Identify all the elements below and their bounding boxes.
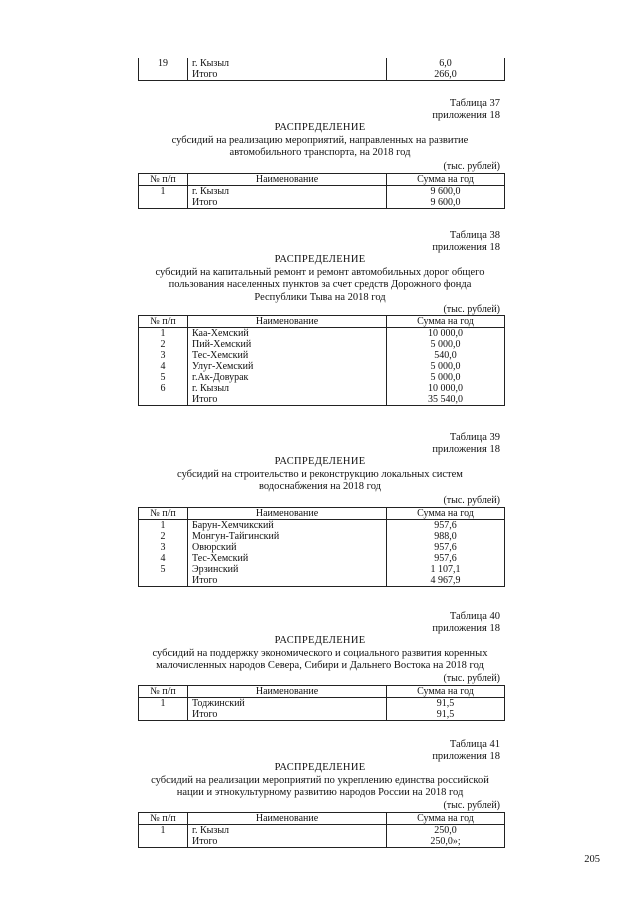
cell-name: г. Кызыл xyxy=(188,383,387,394)
cell-name: г. Кызыл xyxy=(188,825,387,837)
units-label: (тыс. рублей) xyxy=(443,161,500,172)
table-40 xyxy=(138,685,505,721)
cell-name: Каа-Хемский xyxy=(188,328,387,340)
text-line: приложения 18 xyxy=(432,242,500,253)
cell-name: Тоджинский xyxy=(188,698,387,710)
cell-sum: 540,0 xyxy=(387,350,505,361)
cell-number: 4 xyxy=(139,553,188,564)
table-row xyxy=(139,394,505,406)
cell-number xyxy=(139,69,188,81)
table-row xyxy=(139,186,505,198)
table-37-title xyxy=(130,122,510,160)
cell-sum: 9 600,0 xyxy=(387,197,505,209)
table-40-label xyxy=(432,611,500,635)
table-41 xyxy=(138,812,505,848)
text-line: Таблица 41 xyxy=(449,739,500,750)
text-line: субсидий на реализацию мероприятий, направленных на развитие xyxy=(171,134,469,146)
text-line: водоснабжения на 2018 год xyxy=(258,481,382,492)
cell-sum: 957,6 xyxy=(387,542,505,553)
cell-sum: 988,0 xyxy=(387,531,505,542)
table-row xyxy=(139,372,505,383)
cell-sum: 957,6 xyxy=(387,520,505,532)
page-number: 205 xyxy=(584,854,600,865)
text-line: РАСПРЕДЕЛЕНИЕ xyxy=(274,122,366,133)
table-row xyxy=(139,709,505,721)
text-line: Республики Тыва на 2018 год xyxy=(254,291,386,303)
cell-sum: Сумма на год xyxy=(387,316,505,328)
table-39 xyxy=(138,507,505,587)
text-line: Таблица 37 xyxy=(449,98,500,109)
cell-sum: 9 600,0 xyxy=(387,186,505,198)
cell-number: 1 xyxy=(139,328,188,340)
units-label: (тыс. рублей) xyxy=(443,304,500,315)
cell-number: 3 xyxy=(139,542,188,553)
text-line: приложения 18 xyxy=(432,751,500,762)
table-39-title xyxy=(130,456,510,494)
cell-sum: 266,0 xyxy=(387,69,505,81)
cell-name: Тес-Хемский xyxy=(188,553,387,564)
cell-number: № п/п xyxy=(139,316,188,328)
text-line: РАСПРЕДЕЛЕНИЕ xyxy=(274,635,366,646)
cell-number: 2 xyxy=(139,531,188,542)
text-line: субсидий на поддержку экономического и социального развития коренных xyxy=(152,647,488,659)
table-40-title xyxy=(130,635,510,673)
cell-sum: 5 000,0 xyxy=(387,339,505,350)
cell-number xyxy=(139,197,188,209)
text-line: РАСПРЕДЕЛЕНИЕ xyxy=(274,254,366,265)
cell-number xyxy=(139,575,188,587)
text-line: автомобильного транспорта, на 2018 год xyxy=(229,147,411,158)
cell-name: Наименование xyxy=(188,316,387,328)
text-line: субсидий на капитальный ремонт и ремонт автомобильных дорог общего xyxy=(155,266,485,278)
table-row xyxy=(139,698,505,710)
table-header-row xyxy=(139,508,505,520)
table-header-row xyxy=(139,813,505,825)
units-label: (тыс. рублей) xyxy=(443,673,500,684)
cell-name: Итого xyxy=(188,69,387,81)
text-line: РАСПРЕДЕЛЕНИЕ xyxy=(274,762,366,773)
cell-number: 1 xyxy=(139,825,188,837)
table-row xyxy=(139,520,505,532)
cell-number xyxy=(139,709,188,721)
cell-sum: 35 540,0 xyxy=(387,394,505,406)
table-row xyxy=(139,825,505,837)
table-row xyxy=(139,553,505,564)
table-37-label xyxy=(432,98,500,122)
table-row xyxy=(139,383,505,394)
cell-name: Эрзинский xyxy=(188,564,387,575)
cell-sum: Сумма на год xyxy=(387,813,505,825)
cell-name: г. Кызыл xyxy=(188,186,387,198)
table-row xyxy=(139,575,505,587)
table-37 xyxy=(138,173,505,209)
table-header-row xyxy=(139,316,505,328)
cell-name: Наименование xyxy=(188,813,387,825)
text-line: субсидий на строительство и реконструкцию локальных систем xyxy=(177,468,463,480)
text-line: Таблица 39 xyxy=(449,432,500,443)
table-row xyxy=(139,542,505,553)
cell-name: Наименование xyxy=(188,686,387,698)
table-row xyxy=(139,836,505,848)
cell-name: Тес-Хемский xyxy=(188,350,387,361)
text-line: пользования населенных пунктов за счет средств Дорожного фонда xyxy=(168,279,472,290)
cell-sum: Сумма на год xyxy=(387,174,505,186)
table-row xyxy=(139,339,505,350)
cell-sum: Сумма на год xyxy=(387,686,505,698)
table-38-label xyxy=(432,230,500,254)
cell-number: 1 xyxy=(139,186,188,198)
cell-name: Монгун-Тайгинский xyxy=(188,531,387,542)
cell-name: Овюрский xyxy=(188,542,387,553)
cell-sum: 10 000,0 xyxy=(387,383,505,394)
cell-number: 1 xyxy=(139,698,188,710)
table-41-title xyxy=(130,762,510,800)
cell-number xyxy=(139,394,188,406)
cell-sum: 957,6 xyxy=(387,553,505,564)
cell-name: г.Ак-Довурак xyxy=(188,372,387,383)
cell-sum: 6,0 xyxy=(387,58,505,69)
text-line: приложения 18 xyxy=(432,623,500,634)
cell-name: Наименование xyxy=(188,174,387,186)
cell-name: г. Кызыл xyxy=(188,58,387,69)
table-row xyxy=(139,361,505,372)
cell-number: № п/п xyxy=(139,813,188,825)
table-row xyxy=(139,564,505,575)
cell-sum: 4 967,9 xyxy=(387,575,505,587)
cell-sum: 250,0 xyxy=(387,825,505,837)
cell-sum: Сумма на год xyxy=(387,508,505,520)
cell-name: Пий-Хемский xyxy=(188,339,387,350)
cell-number: № п/п xyxy=(139,508,188,520)
table-38-title xyxy=(130,254,510,304)
table-row xyxy=(139,58,505,69)
cell-number: 5 xyxy=(139,372,188,383)
table-row xyxy=(139,531,505,542)
cell-number: 19 xyxy=(139,58,188,69)
cell-name: Улуг-Хемский xyxy=(188,361,387,372)
units-label: (тыс. рублей) xyxy=(443,495,500,506)
table-header-row xyxy=(139,686,505,698)
units-label: (тыс. рублей) xyxy=(443,800,500,811)
text-line: субсидий на реализации мероприятий по укреплению единства российской xyxy=(151,774,489,786)
cell-number: 5 xyxy=(139,564,188,575)
cell-name: Итого xyxy=(188,709,387,721)
cell-name: Итого xyxy=(188,575,387,587)
cell-number: 4 xyxy=(139,361,188,372)
text-line: приложения 18 xyxy=(432,444,500,455)
table-39-label xyxy=(432,432,500,456)
cell-sum: 91,5 xyxy=(387,709,505,721)
cell-number: № п/п xyxy=(139,174,188,186)
cell-name: Барун-Хемчикский xyxy=(188,520,387,532)
cell-name: Наименование xyxy=(188,508,387,520)
cell-sum: 250,0»; xyxy=(387,836,505,848)
cell-number: 3 xyxy=(139,350,188,361)
cell-sum: 1 107,1 xyxy=(387,564,505,575)
cell-name: Итого xyxy=(188,394,387,406)
text-line: Таблица 40 xyxy=(449,611,500,622)
cell-number: 2 xyxy=(139,339,188,350)
cell-sum: 91,5 xyxy=(387,698,505,710)
cell-sum: 5 000,0 xyxy=(387,361,505,372)
text-line: малочисленных народов Севера, Сибири и Дальнего Востока на 2018 год xyxy=(156,660,484,671)
table-41-label xyxy=(432,739,500,763)
table-36-fragment xyxy=(138,58,505,81)
cell-sum: 10 000,0 xyxy=(387,328,505,340)
cell-number: 6 xyxy=(139,383,188,394)
table-38 xyxy=(138,315,505,406)
text-line: нации и этнокультурному развитию народов России на 2018 год xyxy=(176,787,464,798)
cell-number: 1 xyxy=(139,520,188,532)
cell-number: № п/п xyxy=(139,686,188,698)
table-header-row xyxy=(139,174,505,186)
cell-name: Итого xyxy=(188,197,387,209)
cell-sum: 5 000,0 xyxy=(387,372,505,383)
table-row xyxy=(139,197,505,209)
text-line: приложения 18 xyxy=(432,110,500,121)
table-row xyxy=(139,328,505,340)
text-line: Таблица 38 xyxy=(449,230,500,241)
table-row xyxy=(139,350,505,361)
cell-name: Итого xyxy=(188,836,387,848)
cell-number xyxy=(139,836,188,848)
table-row xyxy=(139,69,505,81)
text-line: РАСПРЕДЕЛЕНИЕ xyxy=(274,456,366,467)
